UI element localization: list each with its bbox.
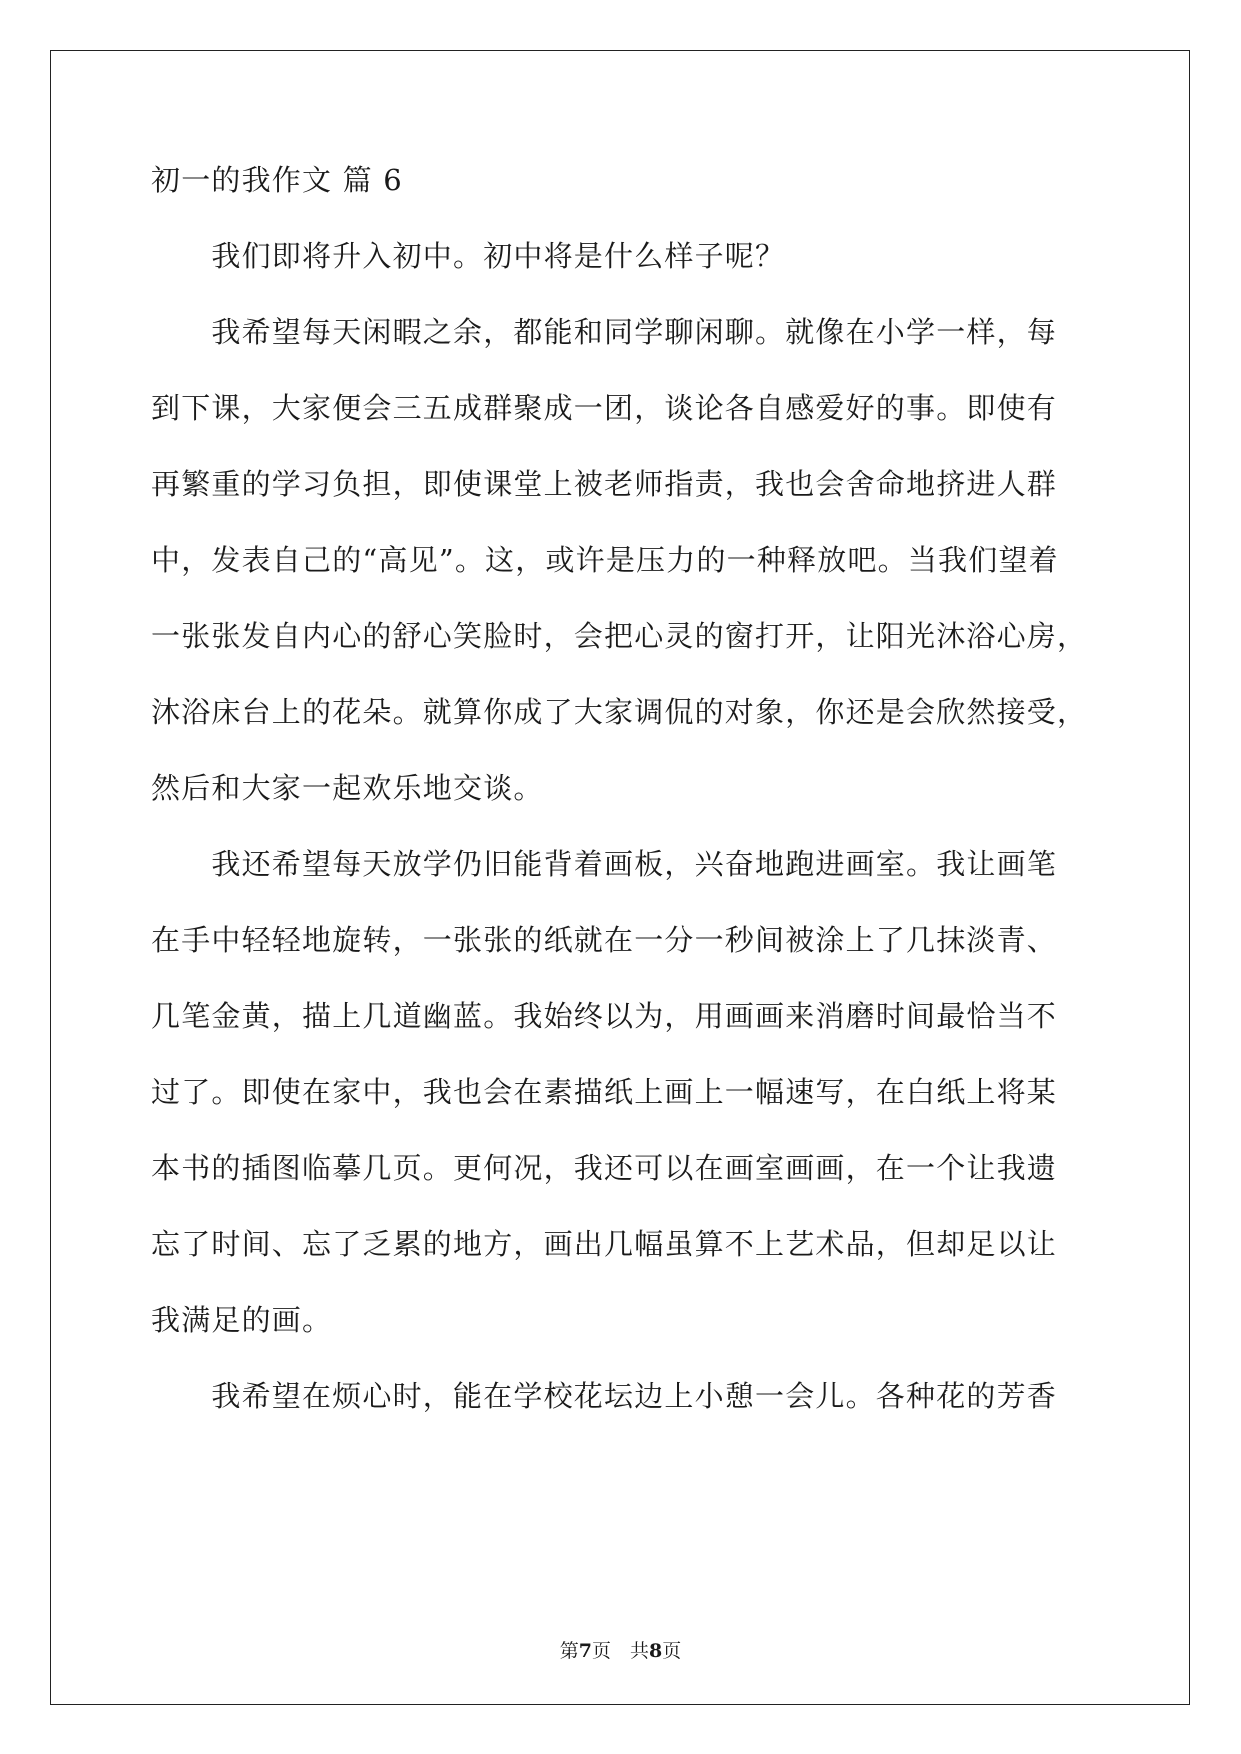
text-line: 几笔金黄，描上几道幽蓝。我始终以为，用画画来消磨时间最恰当不 bbox=[151, 999, 1058, 1033]
current-page-number: 7 bbox=[578, 1640, 592, 1662]
text-line: 在手中轻轻地旋转，一张张的纸就在一分一秒间被涂上了几抹淡青、 bbox=[151, 923, 1058, 957]
text-line: 我希望每天闲暇之余，都能和同学聊闲聊。就像在小学一样，每 bbox=[151, 315, 1058, 349]
text-line: 我们即将升入初中。初中将是什么样子呢？ bbox=[151, 239, 786, 273]
text-line: 沐浴床台上的花朵。就算你成了大家调侃的对象，你还是会欣然接受， bbox=[151, 695, 1088, 729]
text-line: 然后和大家一起欢乐地交谈。 bbox=[151, 771, 544, 805]
text-line: 再繁重的学习负担，即使课堂上被老师指责，我也会舍命地挤进人群 bbox=[151, 467, 1058, 501]
footer-mid: 页 共 bbox=[591, 1640, 649, 1662]
text-line: 我希望在烦心时，能在学校花坛边上小憩一会儿。各种花的芳香 bbox=[151, 1379, 1058, 1413]
text-line: 忘了时间、忘了乏累的地方，画出几幅虽算不上艺术品，但却足以让 bbox=[151, 1227, 1058, 1261]
page-footer bbox=[0, 1636, 1241, 1663]
text-line: 到下课，大家便会三五成群聚成一团，谈论各自感爱好的事。即使有 bbox=[151, 391, 1058, 425]
text-line: 我满足的画。 bbox=[151, 1303, 333, 1337]
text-line: 过了。即使在家中，我也会在素描纸上画上一幅速写，在白纸上将某 bbox=[151, 1075, 1058, 1109]
footer-prefix: 第 bbox=[559, 1640, 579, 1662]
text-line: 我还希望每天放学仍旧能背着画板，兴奋地跑进画室。我让画笔 bbox=[151, 847, 1058, 881]
text-line: 一张张发自内心的舒心笑脸时，会把心灵的窗打开，让阳光沐浴心房， bbox=[151, 619, 1088, 653]
footer-suffix: 页 bbox=[662, 1640, 682, 1662]
total-page-number: 8 bbox=[649, 1640, 663, 1662]
text-line: 中，发表自己的“高见”。这，或许是压力的一种释放吧。当我们望着 bbox=[151, 543, 1059, 577]
document-body bbox=[151, 163, 1101, 1434]
essay-title: 初一的我作文 篇 6 bbox=[151, 163, 403, 197]
text-line: 本书的插图临摹几页。更何况，我还可以在画室画画，在一个让我遗 bbox=[151, 1151, 1058, 1185]
